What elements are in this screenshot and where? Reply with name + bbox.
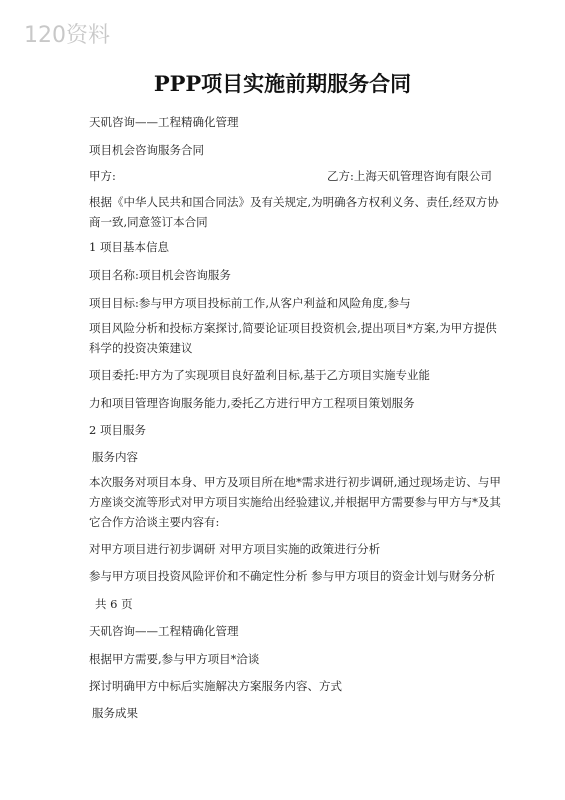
section-heading-2: 2 项目服务	[89, 423, 146, 437]
service-item-1: 对甲方项目进行初步调研 对甲方项目实施的政策进行分析	[89, 542, 381, 556]
intro-paragraph: 根据《中华人民共和国合同法》及有关规定,为明确各方权利义务、责任,经双方协商一致,同意签订本合同	[89, 195, 499, 229]
project-commission-line-1: 项目委托:甲方为了实现项目良好盈利目标,基于乙方项目实施专业能	[89, 368, 431, 382]
company-header: 天矶咨询——工程精确化管理	[89, 115, 239, 129]
service-description: 本次服务对项目本身、甲方及项目所在地*需求进行初步调研,通过现场走访、与甲方座谈交流等形式对甲方项目实施给出经验建议,并根据甲方需要参与甲方与*及其它合作方洽谈主要内容有:	[89, 475, 501, 529]
service-item-2: 参与甲方项目投资风险评价和不确定性分析 参与甲方项目的资金计划与财务分析	[89, 569, 496, 583]
parties-line	[89, 167, 492, 185]
company-header-2: 天矶咨询——工程精确化管理	[89, 624, 239, 638]
page-count: 共 6 页	[95, 597, 133, 611]
service-result-heading: 服务成果	[92, 706, 138, 720]
document-title: PPP项目实施前期服务合同	[153, 71, 412, 96]
project-commission-line-2: 力和项目管理咨询服务能力,委托乙方进行甲方工程项目策划服务	[89, 396, 415, 410]
party-a-label: 甲方:	[89, 169, 116, 183]
project-goal-line-2: 项目风险分析和投标方案探讨,简要论证项目投资机会,提出项目*方案,为甲方提供科学的投资决策建议	[89, 321, 497, 355]
service-item-3: 根据甲方需要,参与甲方项目*洽谈	[89, 652, 260, 666]
service-content-heading: 服务内容	[92, 450, 138, 464]
contract-name: 项目机会咨询服务合同	[89, 143, 204, 157]
project-name: 项目名称:项目机会咨询服务	[89, 268, 231, 282]
project-goal-line-1: 项目目标:参与甲方项目投标前工作,从客户利益和风险角度,参与	[89, 296, 411, 310]
watermark: 120资料	[24, 23, 110, 48]
party-b-label: 乙方:上海天矶管理咨询有限公司	[327, 169, 492, 183]
service-item-4: 探讨明确甲方中标后实施解决方案服务内容、方式	[89, 679, 342, 693]
section-heading-1: 1 项目基本信息	[89, 240, 169, 254]
